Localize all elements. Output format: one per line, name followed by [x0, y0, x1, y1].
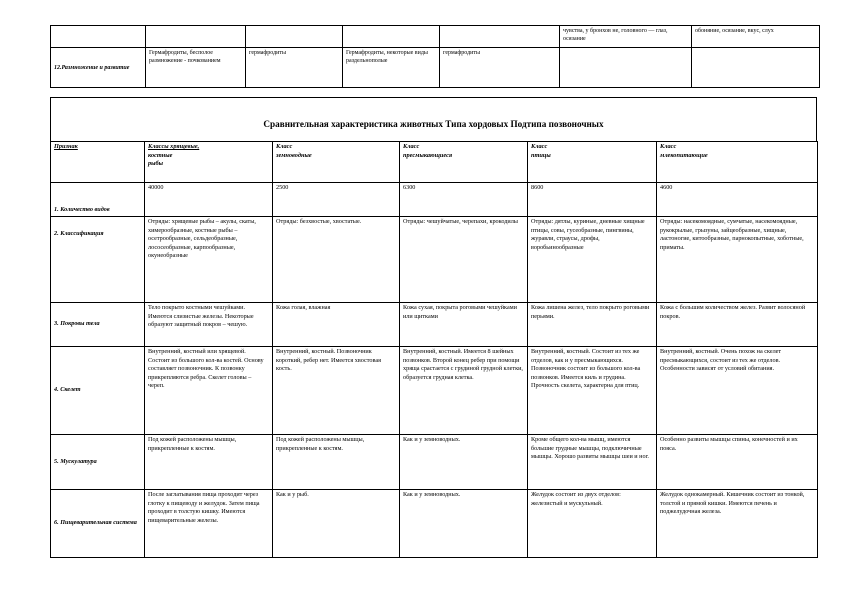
table-cell: Гермафродиты, бесполое размножение - почкованием: [146, 48, 246, 88]
table-cell: [692, 48, 820, 88]
header-cell: Класс птицы: [528, 142, 657, 183]
table-cell: чувства, у бронхов не, головного — глаз, осязание: [560, 26, 692, 48]
feature-cell: 3. Покровы тела: [51, 303, 145, 347]
table-cell: После заглатывания пища проходит через глотку к пищеводу и желудок. Затем пища проходит в толстую кишку. Имеются пищеварительные железы.: [145, 490, 273, 558]
feature-cell: 12.Размножение и развитие: [51, 48, 146, 88]
table-row: [51, 217, 818, 303]
table-row: [51, 183, 818, 217]
table-cell: 40000: [145, 183, 273, 217]
table-row: [51, 347, 818, 435]
table-cell: Как и у рыб.: [273, 490, 400, 558]
table-cell: Внутренний, костный или хрящевой. Состоит из большого кол-ва костей. Основу составляет позвоночник. К позвонку прикрепляются ребра. Скелет головы – череп.: [145, 347, 273, 435]
table-cell: Отряды: безхвостые, хвостатые.: [273, 217, 400, 303]
table-cell: 4600: [657, 183, 818, 217]
table-cell: Желудок однокамерный. Кишечник состоит из тонкой, толстой и прямой кишки. Имеются печень и поджелудочная железа.: [657, 490, 818, 558]
table-cell: 8600: [528, 183, 657, 217]
header-cell: Признак: [51, 142, 145, 183]
table-cell: Желудок состоит из двух отделов: железистый и мускульный.: [528, 490, 657, 558]
table-cell: Внутренний, костный. Очень похож на скелет пресмыкающихся, состоит из тех же отделов. Особенности зависят от условий обитания.: [657, 347, 818, 435]
top-table-row: [51, 26, 820, 48]
table-cell: [146, 26, 246, 48]
table-cell: Внутренний, костный. Состоит из тех же отделов, как и у пресмыкающихся. Позвоночник состоит из большого кол-ва позвонков. Имеется киль и грудина. Прочность скелета, характерна для птиц.: [528, 347, 657, 435]
table-cell: Под кожей расположены мышцы, прикрепленные к костям.: [273, 435, 400, 490]
table-cell: Кроме общего кол-ва мышц, имеются большие грудные мышцы, подключичные мышцы. Хорошо развиты мышцы шеи и ног.: [528, 435, 657, 490]
table-cell: Под кожей расположены мышцы, прикрепленные к костям.: [145, 435, 273, 490]
header-cell: Класс пресмыкающиеся: [400, 142, 528, 183]
table-cell: гермафродиты: [440, 48, 560, 88]
table-cell: Кожа лишена желез, тело покрыто роговыми перьями.: [528, 303, 657, 347]
table-row: [51, 490, 818, 558]
table-cell: гермафродиты: [246, 48, 343, 88]
table-cell: Кожа сухая, покрыта роговыми чешуйками или щитками: [400, 303, 528, 347]
header-cell: Класс млекопитающие: [657, 142, 818, 183]
table-cell: [343, 26, 440, 48]
feature-cell: 6. Пищеварительная система: [51, 490, 145, 558]
feature-cell: 1. Количество видов: [51, 183, 145, 217]
table-cell: Отряды: хрящевые рыбы – акулы, скаты, химерообразные, костные рыбы – осетрообразные, сельдеобразные, лососеобразные, карпообразные, окунеобразные: [145, 217, 273, 303]
top-table-fragment: [50, 25, 820, 88]
top-table-row: [51, 48, 820, 88]
table-cell: Отряды: чешуйчатые, черепахи, крокодилы: [400, 217, 528, 303]
table-cell: обоняние, осязание, вкус, слух: [692, 26, 820, 48]
table-cell: Как и у земноводных.: [400, 490, 528, 558]
header-cell: Классы хрящевые, костные рыбы: [145, 142, 273, 183]
table-cell: Кожа с большим количеством желез. Развит волосяной покров.: [657, 303, 818, 347]
table-cell: [51, 26, 146, 48]
table-cell: Кожа голая, влажная: [273, 303, 400, 347]
table-cell: Внутренний, костный. Имеется 8 шейных позвонков. Второй конец ребер при помощи хряща срастается с грудиной грудной клетки, образуется грудная клетка.: [400, 347, 528, 435]
table-cell: Особенно развиты мышцы спины, конечностей и их пояса.: [657, 435, 818, 490]
feature-cell: 5. Мускулатура: [51, 435, 145, 490]
table-cell: [440, 26, 560, 48]
table-cell: 2500: [273, 183, 400, 217]
table-row: [51, 435, 818, 490]
table-cell: 6300: [400, 183, 528, 217]
comparison-table: [50, 141, 818, 558]
table-cell: Внутренний, костный. Позвоночник короткий, ребер нет. Имеется хвостовая кость.: [273, 347, 400, 435]
table-row: [51, 303, 818, 347]
table-cell: Отряды: насекомоядные, сумчатые, насекомоядные, рукокрылые, грызуны, зайцеобразные, хищные, ластоногие, китообразные, парнокопытные, хоботные, приматы.: [657, 217, 818, 303]
title-frame: [50, 97, 817, 141]
table-cell: Гермафродиты, некоторые виды раздельнополые: [343, 48, 440, 88]
feature-cell: 2. Классификация: [51, 217, 145, 303]
header-row: [51, 142, 818, 183]
table-cell: Как и у земноводных.: [400, 435, 528, 490]
feature-cell: 4. Скелет: [51, 347, 145, 435]
page-title: Сравнительная характеристика животных Типа хордовых Подтипа позвоночных: [263, 119, 604, 129]
header-cell: Класс земноводные: [273, 142, 400, 183]
table-cell: Тело покрыто костными чешуйками. Имеются слизистые железы. Некоторые образуют защитный покров – чешую.: [145, 303, 273, 347]
table-cell: Отряды: дятлы, куриные, дневные хищные птицы, совы, гусеобразные, пингвины, журавли, страусы, дрофы, воробьинообразные: [528, 217, 657, 303]
table-cell: [246, 26, 343, 48]
table-cell: [560, 48, 692, 88]
